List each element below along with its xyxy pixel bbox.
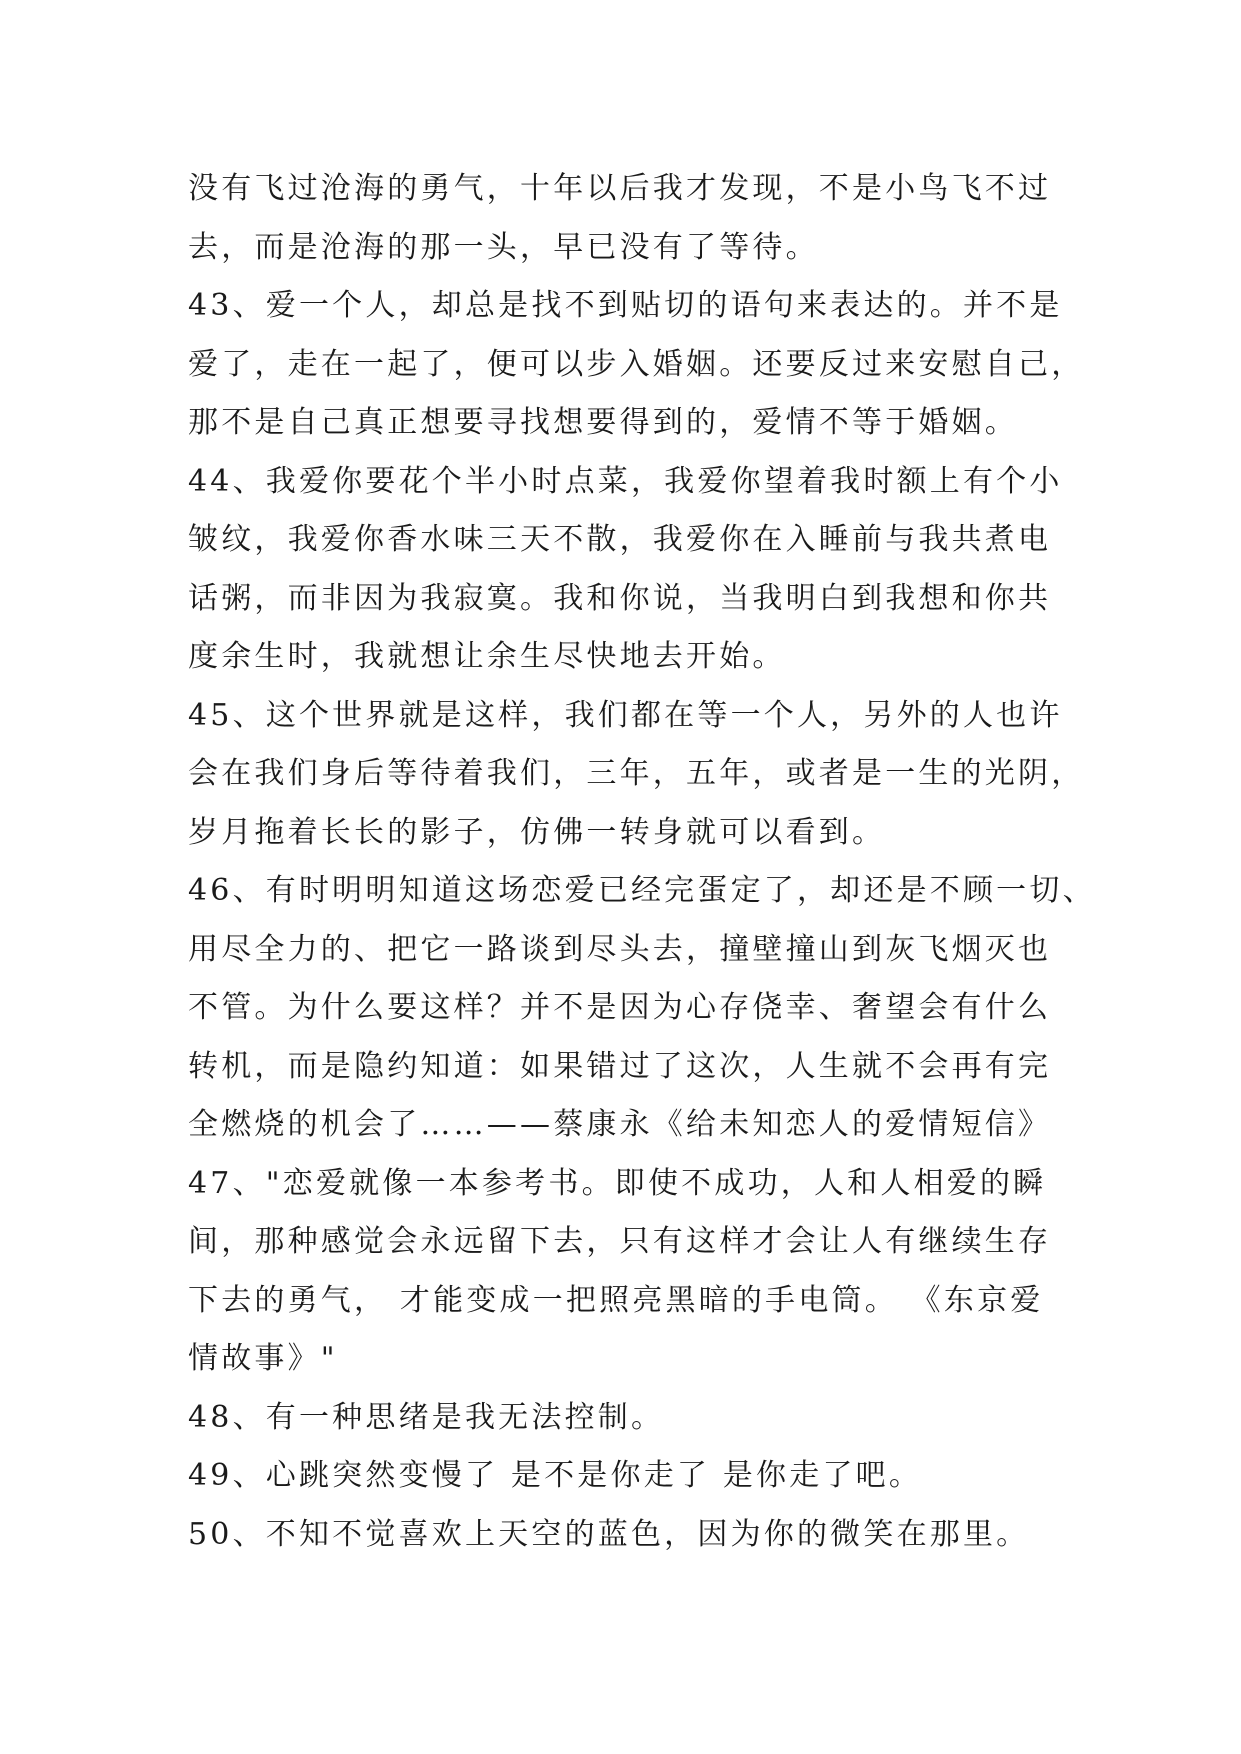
text-line: 用尽全力的、把它一路谈到尽头去，撞壁撞山到灰飞烟灭也 bbox=[188, 931, 1052, 967]
text-line: 43、爱一个人，却总是找不到贴切的语句来表达的。并不是 bbox=[188, 288, 1063, 323]
document-body bbox=[188, 160, 1096, 1564]
text-line: 48、有一种思绪是我无法控制。 bbox=[188, 1399, 665, 1435]
text-line: 50、不知不觉喜欢上天空的蓝色，因为你的微笑在那里。 bbox=[188, 1516, 1030, 1552]
text-line: 49、心跳突然变慢了 是不是你走了 是你走了吧。 bbox=[188, 1458, 923, 1493]
text-line: 去，而是沧海的那一头，早已没有了等待。 bbox=[188, 229, 819, 265]
text-line: 不管。为什么要这样？并不是因为心存侥幸、奢望会有什么 bbox=[188, 990, 1052, 1025]
text-line: 45、这个世界就是这样，我们都在等一个人，另外的人也许 bbox=[188, 697, 1063, 733]
text-line: 岁月拖着长长的影子，仿佛一转身就可以看到。 bbox=[188, 814, 886, 850]
text-line: 皱纹，我爱你香水味三天不散，我爱你在入睡前与我共煮电 bbox=[188, 522, 1052, 557]
text-line: 下去的勇气， 才能变成一把照亮黑暗的手电筒。 《东京爱 bbox=[188, 1282, 1044, 1318]
text-line: 那不是自己真正想要寻找想要得到的，爱情不等于婚姻。 bbox=[188, 405, 1018, 440]
text-line: 度余生时，我就想让余生尽快地去开始。 bbox=[188, 639, 786, 674]
text-line: 话粥，而非因为我寂寞。我和你说，当我明白到我想和你共 bbox=[188, 580, 1052, 616]
text-line: 转机，而是隐约知道：如果错过了这次，人生就不会再有完 bbox=[188, 1048, 1052, 1084]
text-line: 全燃烧的机会了……——蔡康永《给未知恋人的爱情短信》 bbox=[188, 1107, 1052, 1142]
text-line: 会在我们身后等待着我们，三年，五年，或者是一生的光阴， bbox=[188, 756, 1085, 791]
text-line: 47、"恋爱就像一本参考书。即使不成功，人和人相爱的瞬 bbox=[188, 1165, 1047, 1201]
text-line: 情故事》" bbox=[188, 1341, 338, 1376]
text-line: 间，那种感觉会永远留下去，只有这样才会让人有继续生存 bbox=[188, 1224, 1052, 1259]
text-line: 44、我爱你要花个半小时点菜，我爱你望着我时额上有个小 bbox=[188, 463, 1063, 499]
text-line: 46、有时明明知道这场恋爱已经完蛋定了，却还是不顾一切、 bbox=[188, 873, 1096, 908]
text-line: 没有飞过沧海的勇气，十年以后我才发现，不是小鸟飞不过 bbox=[188, 171, 1052, 206]
text-line: 爱了，走在一起了，便可以步入婚姻。还要反过来安慰自己， bbox=[188, 346, 1085, 382]
